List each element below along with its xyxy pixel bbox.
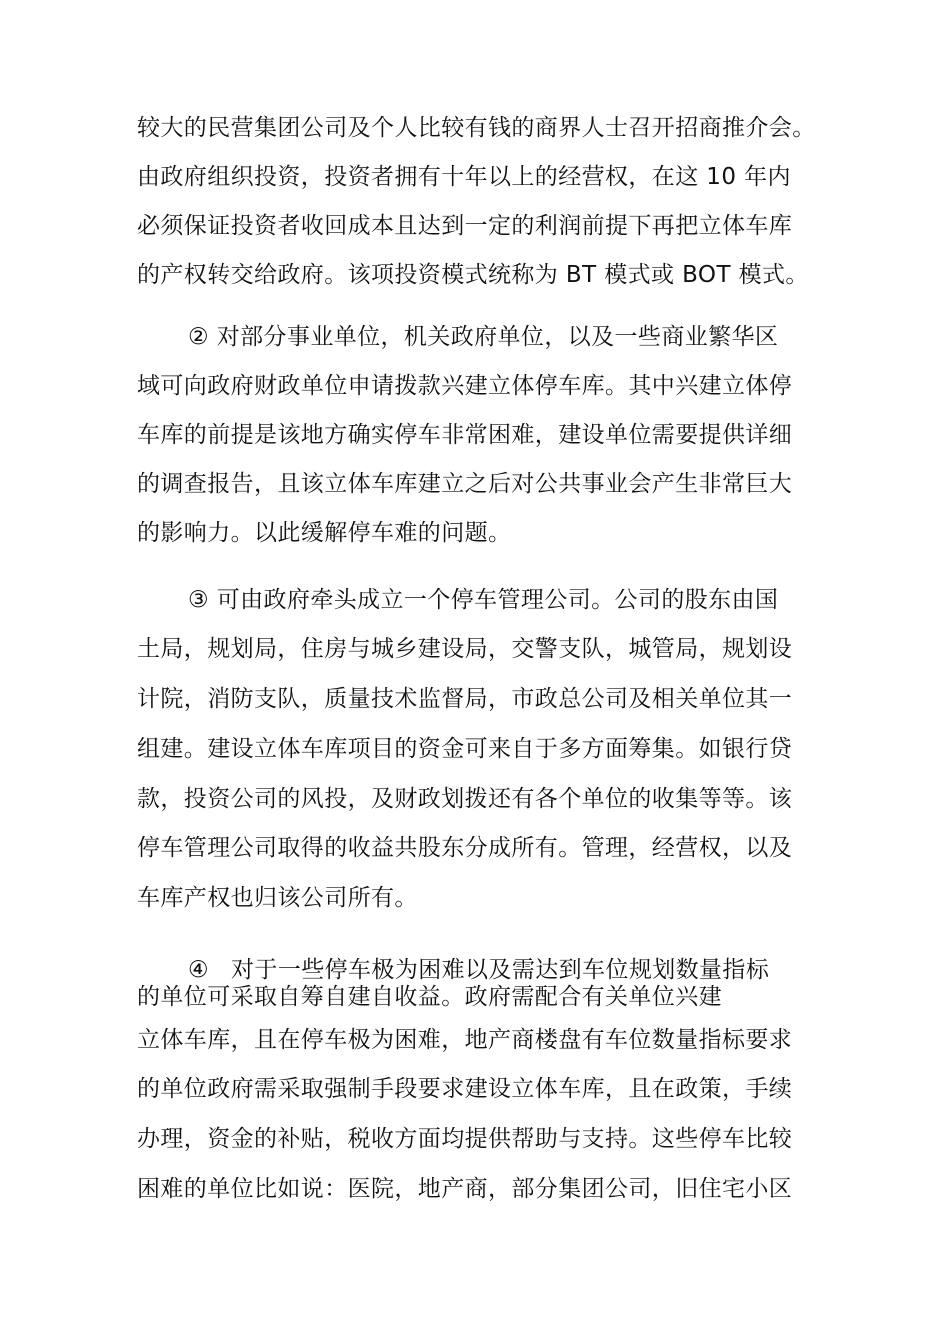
paragraph-4-marker: ④ xyxy=(188,957,210,983)
paragraph-3-line-3: 计院，消防支队，质量技术监督局，市政总公司及相关单位其一 xyxy=(137,686,793,712)
paragraph-2-line-1: ② 对部分事业单位，机关政府单位，以及一些商业繁华区 xyxy=(188,324,779,350)
paragraph-2-line-3: 车库的前提是该地方确实停车非常困难，建设单位需要提供详细 xyxy=(137,422,793,448)
paragraph-4-line-6: 困难的单位比如说：医院，地产商，部分集团公司，旧住宅小区 xyxy=(137,1176,793,1202)
paragraph-1-line-3: 必须保证投资者收回成本且达到一定的利润前提下再把立体车库 xyxy=(137,213,793,239)
paragraph-2-line-5: 的影响力。以此缓解停车难的问题。 xyxy=(137,520,512,546)
paragraph-4-line-2: 的单位可采取自筹自建自收益。政府需配合有关单位兴建 xyxy=(137,984,722,1010)
paragraph-1-line-2: 由政府组织投资，投资者拥有十年以上的经营权，在这 10 年内 xyxy=(137,164,791,190)
paragraph-3-line-2: 土局，规划局，住房与城乡建设局，交警支队，城管局，规划设 xyxy=(137,636,793,662)
paragraph-3-line-7: 车库产权也归该公司所有。 xyxy=(137,885,418,911)
paragraph-2-line-2: 域可向政府财政单位申请拨款兴建立体停车库。其中兴建立体停 xyxy=(137,373,793,399)
paragraph-1-line-4: 的产权转交给政府。该项投资模式统称为 BT 模式或 BOT 模式。 xyxy=(137,262,809,288)
paragraph-1-line-1: 较大的民营集团公司及个人比较有钱的商界人士召开招商推介会。 xyxy=(137,115,816,141)
paragraph-4-line-5: 办理，资金的补贴，税收方面均提供帮助与支持。这些停车比较 xyxy=(137,1126,793,1152)
paragraph-2-line-4: 的调查报告，且该立体车库建立之后对公共事业会产生非常巨大 xyxy=(137,471,793,497)
paragraph-3-line-5: 款，投资公司的风投，及财政划拨还有各个单位的收集等等。该 xyxy=(137,786,793,812)
paragraph-4-line-1 xyxy=(188,955,769,985)
paragraph-3-line-4: 组建。建设立体车库项目的资金可来自于多方面筹集。如银行贷 xyxy=(137,736,793,762)
paragraph-3-line-1: ③ 可由政府牵头成立一个停车管理公司。公司的股东由国 xyxy=(188,587,779,613)
paragraph-3-line-6: 停车管理公司取得的收益共股东分成所有。管理，经营权，以及 xyxy=(137,835,793,861)
paragraph-4-line-1-text: 对于一些停车极为困难以及需达到车位规划数量指标 xyxy=(231,957,770,983)
paragraph-4-line-4: 的单位政府需采取强制手段要求建设立体车库，且在政策，手续 xyxy=(137,1076,793,1102)
paragraph-4-line-3: 立体车库，且在停车极为困难，地产商楼盘有车位数量指标要求 xyxy=(137,1027,793,1053)
